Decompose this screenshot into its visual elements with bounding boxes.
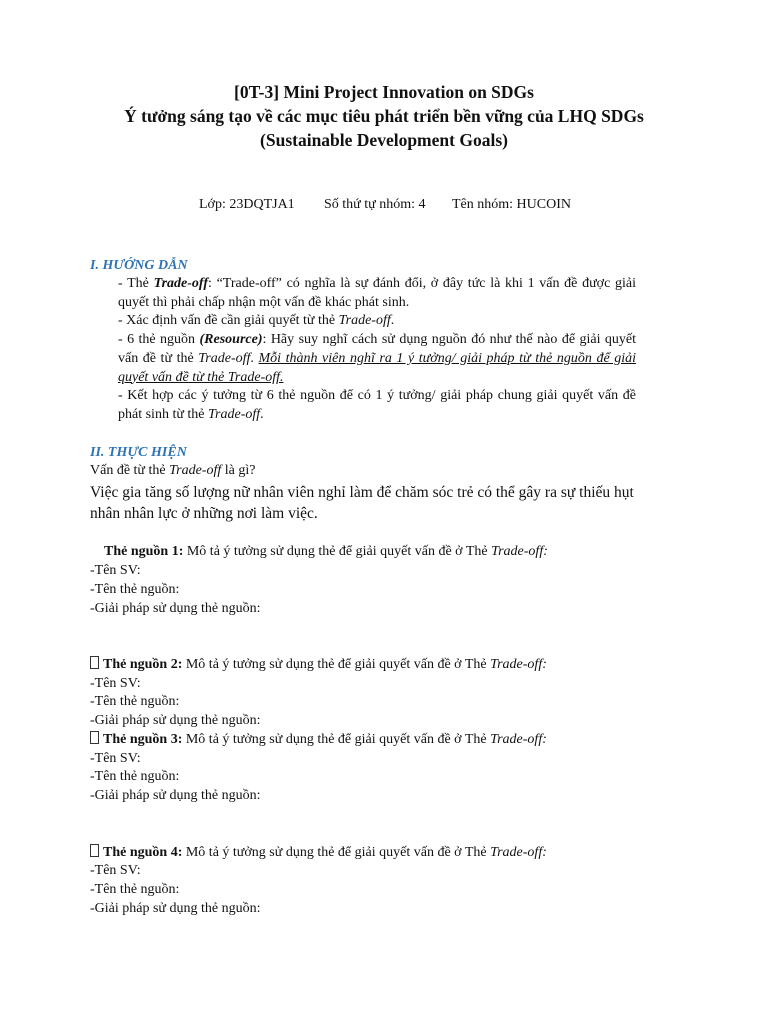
guide-bullet-identify: - Xác định vấn đề cần giải quyết từ thẻ Trade-off. [118, 313, 395, 329]
title-line-3: (Sustainable Development Goals) [260, 130, 508, 150]
checkbox-glyph-icon [90, 731, 99, 744]
guide-bullet-resource: - 6 thẻ nguồn (Resource): Hãy suy nghĩ cách sử dụng nguồn đó như thế nào để giải quyết vấn đề từ thẻ Trade-off. Mỗi thành viên nghĩ ra 1 ý tưởng/ giải pháp từ thẻ nguồn để giải quyết vấn đề từ thẻ Trade-off. [118, 332, 637, 385]
resource-card-3-student: -Tên SV: [90, 751, 141, 766]
section-heading-guide: I. HƯỚNG DẪN [90, 258, 188, 273]
resource-card-1-solution: -Giải pháp sử dụng thẻ nguồn: [90, 601, 261, 616]
section-heading-execute: II. THỰC HIỆN [90, 445, 187, 460]
resource-card-4-card-name: -Tên thẻ nguồn: [90, 882, 180, 897]
resource-card-3-solution: -Giải pháp sử dụng thẻ nguồn: [90, 788, 261, 803]
resource-card-4-title: Thẻ nguồn 4: Mô tả ý tưởng sử dụng thẻ để giải quyết vấn đề ở Thẻ Trade-off: [90, 844, 547, 863]
resource-card-2-card-name: -Tên thẻ nguồn: [90, 694, 180, 709]
resource-card-3-card-name: -Tên thẻ nguồn: [90, 769, 180, 784]
resource-card-4-solution: -Giải pháp sử dụng thẻ nguồn: [90, 901, 261, 916]
resource-card-3-title: Thẻ nguồn 3: Mô tả ý tưởng sử dụng thẻ để giải quyết vấn đề ở Thẻ Trade-off: [90, 731, 547, 750]
resource-card-2-solution: -Giải pháp sử dụng thẻ nguồn: [90, 713, 261, 728]
tradeoff-answer: Việc gia tăng số lượng nữ nhân viên nghỉ làm để chăm sóc trẻ có thể gây ra sự thiếu hụt nhân nhân lực ở những nơi làm việc. [90, 484, 634, 522]
group-number: Số thứ tự nhóm: 4 [324, 197, 426, 212]
resource-card-1-student: -Tên SV: [90, 563, 141, 578]
class-info: Lớp: 23DQTJA1 [199, 197, 295, 212]
group-name: Tên nhóm: HUCOIN [452, 197, 571, 212]
resource-card-2-title: Thẻ nguồn 2: Mô tả ý tưởng sử dụng thẻ để giải quyết vấn đề ở Thẻ Trade-off: [90, 656, 547, 675]
tradeoff-question: Vấn đề từ thẻ Trade-off là gì? [90, 463, 256, 478]
checkbox-glyph-icon [90, 844, 99, 857]
guide-paragraph [90, 275, 636, 425]
resource-card-1-title: Thẻ nguồn 1: Mô tả ý tưởng sử dụng thẻ để giải quyết vấn đề ở Thẻ Trade-off: [104, 544, 548, 559]
resource-card-2-student: -Tên SV: [90, 676, 141, 691]
title-line-2: Ý tưởng sáng tạo về các mục tiêu phát triển bền vững của LHQ SDGs [124, 106, 644, 126]
resource-card-4-student: -Tên SV: [90, 863, 141, 878]
guide-bullet-tradeoff: - Thẻ Trade-off: “Trade-off” có nghĩa là sự đánh đổi, ở đây tức là khi 1 vấn đề được giải quyết thì phải chấp nhận một vấn đề khác phát sinh. [118, 276, 636, 310]
resource-card-1-card-name: -Tên thẻ nguồn: [90, 582, 180, 597]
guide-bullet-combine: - Kết hợp các ý tưởng từ 6 thẻ nguồn để có 1 ý tưởng/ giải pháp chung giải quyết vấn đề phát sinh từ thẻ Trade-off. [118, 388, 636, 422]
checkbox-glyph-icon [90, 656, 99, 669]
title-line-1: [0T-3] Mini Project Innovation on SDGs [234, 82, 534, 102]
